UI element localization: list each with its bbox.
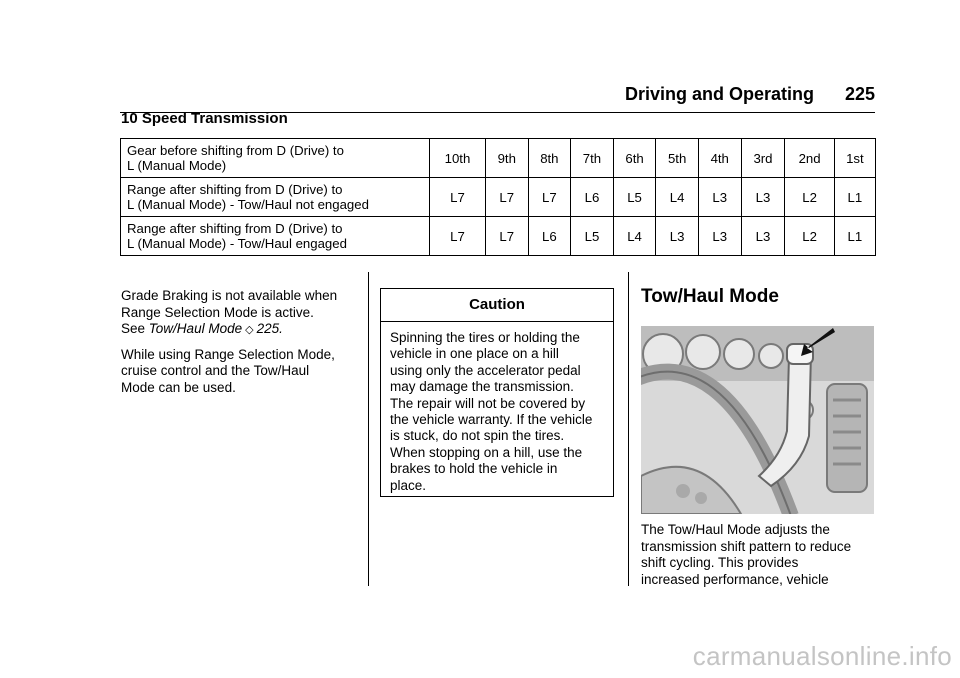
caution-title: Caution: [381, 289, 613, 322]
table-cell: L6: [571, 178, 614, 217]
cross-reference-page[interactable]: 225: [256, 321, 280, 336]
table-cell: L7: [485, 178, 528, 217]
tow-haul-heading: Tow/Haul Mode: [641, 286, 779, 307]
table-cell: 1st: [834, 139, 875, 178]
table-cell: L3: [741, 178, 785, 217]
table-cell: L7: [528, 178, 571, 217]
table-cell: L4: [613, 217, 656, 256]
row-label: Range after shifting from D (Drive) to L (Manual Mode) - Tow/Haul engaged: [121, 217, 430, 256]
table-cell: L7: [485, 217, 528, 256]
table-cell: L3: [698, 217, 741, 256]
row-label: Range after shifting from D (Drive) to L (Manual Mode) - Tow/Haul not engaged: [121, 178, 430, 217]
column-divider: [368, 272, 369, 586]
table-cell: 7th: [571, 139, 614, 178]
watermark: carmanualsonline.info: [692, 641, 952, 671]
table-cell: 4th: [698, 139, 741, 178]
table-cell: L4: [656, 178, 699, 217]
paragraph: While using Range Selection Mode, cruise control and the Tow/Haul Mode can be used.: [121, 346, 335, 395]
table-cell: L3: [741, 217, 785, 256]
table-cell: 8th: [528, 139, 571, 178]
column-divider: [628, 272, 629, 586]
table-cell: L5: [613, 178, 656, 217]
table-row: [121, 139, 876, 178]
table-cell: L1: [834, 178, 875, 217]
table-cell: 5th: [656, 139, 699, 178]
table-cell: L3: [698, 178, 741, 217]
table-cell: L7: [430, 217, 486, 256]
tow-haul-description: The Tow/Haul Mode adjusts the transmission shift pattern to reduce shift cycling. This provides increased performance, vehicle: [641, 522, 852, 587]
table-cell: L7: [430, 178, 486, 217]
header-section-title: Driving and Operating: [624, 84, 814, 104]
table-cell: L2: [785, 217, 834, 256]
table-cell: 6th: [613, 139, 656, 178]
header-page-number: 225: [844, 84, 875, 104]
table-cell: L1: [834, 217, 875, 256]
page-reference-icon: ◇: [245, 324, 254, 336]
paragraph: Grade Braking is not available when Range Selection Mode is active. See Tow/Haul Mode ◇ 225.: [121, 288, 338, 336]
caution-box: [380, 288, 614, 497]
table-cell: 9th: [485, 139, 528, 178]
section-title: 10 Speed Transmission: [121, 110, 288, 127]
table-cell: 10th: [430, 139, 486, 178]
table-cell: 3rd: [741, 139, 785, 178]
row-label: Gear before shifting from D (Drive) to L (Manual Mode): [121, 139, 430, 178]
column-1-text: [121, 288, 361, 404]
table-cell: L2: [785, 178, 834, 217]
cross-reference-link[interactable]: Tow/Haul Mode: [148, 321, 243, 336]
table-cell: L5: [571, 217, 614, 256]
table-cell: L3: [656, 217, 699, 256]
table-cell: 2nd: [785, 139, 834, 178]
transmission-table: [120, 138, 876, 256]
shift-lever-illustration: [641, 326, 874, 514]
table-row: [121, 178, 876, 217]
page-header: [120, 82, 875, 113]
caution-text: Spinning the tires or holding the vehicle in one place on a hill using only the accelerator pedal may damage the transmission. The repair will not be covered by the vehicle warranty. If the vehicle is stuck, do not spin the tires. When stopping on a hill, use the brakes to hold the vehicle in place.: [390, 330, 593, 493]
table-cell: L6: [528, 217, 571, 256]
table-row: [121, 217, 876, 256]
